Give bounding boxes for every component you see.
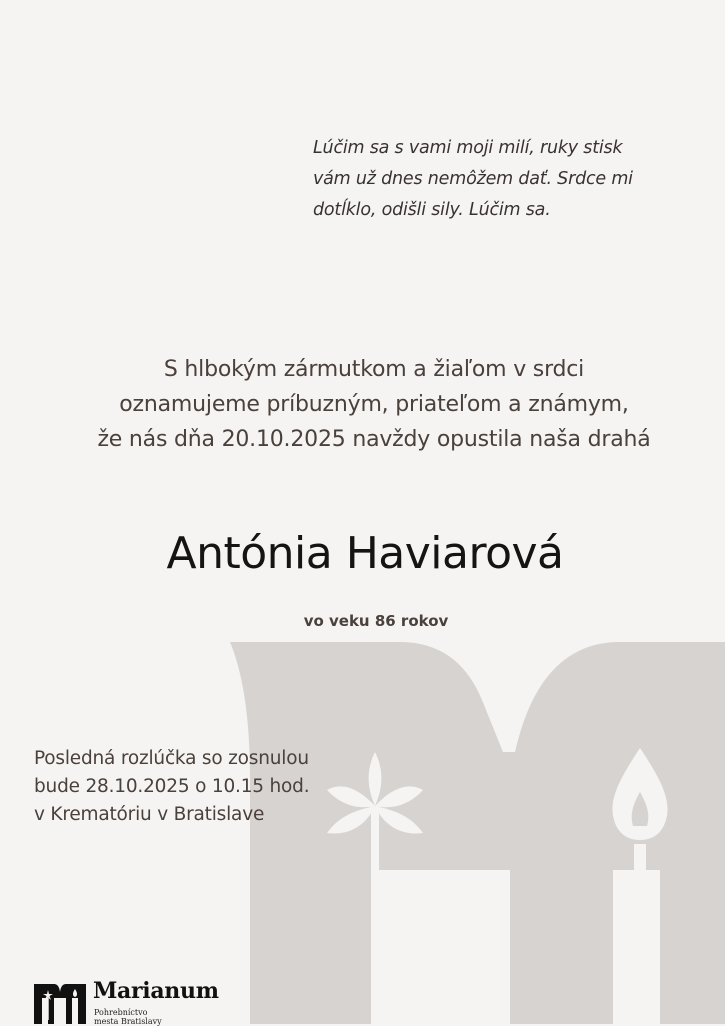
announcement-line: že nás dňa 20.10.2025 navždy opustila naša drahá [97,427,651,452]
funeral-line: Posledná rozlúčka so zosnulou [34,748,309,769]
funeral-line: bude 28.10.2025 o 10.15 hod. [34,776,310,797]
brand-subtitle [94,1008,162,1026]
brand-subtitle-line: Pohrebníctvo [94,1008,148,1017]
funeral-details [34,745,354,829]
farewell-poem [313,133,673,226]
marianum-logo-icon [34,984,86,1024]
poem-line: dotĺklo, odišli sily. Lúčim sa. [313,200,551,220]
brand-name: Marianum [93,978,219,1004]
poem-line: Lúčim sa s vami moji milí, ruky stisk [313,138,623,158]
marianum-logo [34,978,234,1024]
funeral-line: v Krematóriu v Bratislave [34,804,265,825]
poem-line: vám už dnes nemôžem dať. Srdce mi [313,169,633,189]
candle-icon [612,748,667,1024]
deceased-name: Antónia Haviarová [166,528,564,579]
death-announcement [0,352,725,457]
brand-subtitle-line: mesta Bratislavy [94,1017,162,1026]
announcement-line: S hlbokým zármutkom a žiaľom v srdci [163,357,585,382]
announcement-line: oznamujeme príbuzným, priateľom a známym, [119,392,629,417]
deceased-age: vo veku 86 rokov [303,612,449,630]
